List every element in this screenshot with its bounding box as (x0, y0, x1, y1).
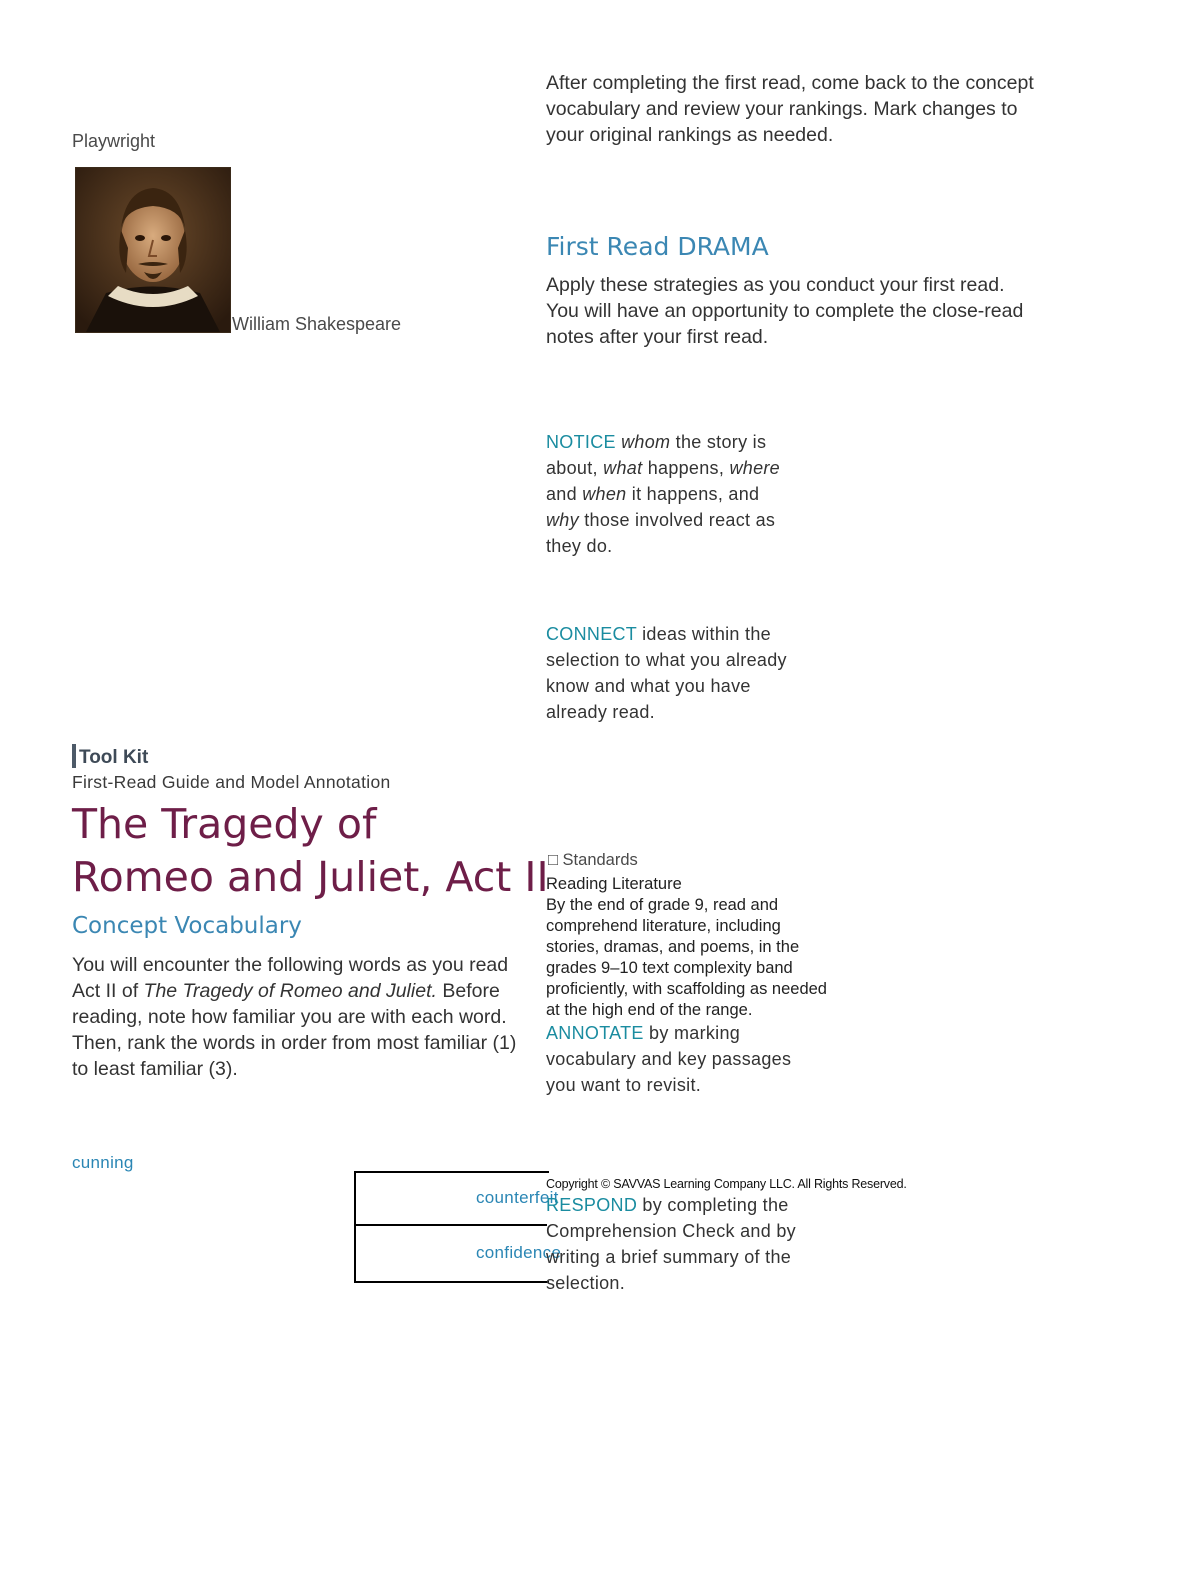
connect-strategy: CONNECT ideas within the selection to what you already know and what you have already read. (546, 624, 787, 722)
vocab-word-cunning: cunning (72, 1153, 134, 1172)
vocab-word-confidence: confidence (476, 1243, 562, 1262)
notice-keyword: NOTICE (546, 432, 616, 452)
author-portrait (75, 167, 231, 333)
copyright-notice: Copyright © SAVVAS Learning Company LLC. All Rights Reserved. (546, 1177, 907, 1191)
respond-strategy: RESPOND by completing the Comprehension Check and by writing a brief summary of the selection. (546, 1195, 796, 1293)
title-line-1: The Tragedy of (72, 800, 377, 848)
title-line-2: Romeo and Juliet, Act II (72, 853, 549, 901)
toolkit-label: Tool Kit (72, 744, 148, 769)
annotate-keyword: ANNOTATE (546, 1023, 644, 1043)
first-read-intro: Apply these strategies as you conduct your first read. You will have an opportunity to complete the close-read notes after your first read. (546, 274, 1024, 348)
annotate-strategy: ANNOTATE by marking vocabulary and key passages you want to revisit. (546, 1023, 792, 1095)
concept-vocab-heading: Concept Vocabulary (72, 913, 302, 939)
playwright-label: Playwright (72, 131, 156, 151)
first-read-heading: First Read DRAMA (546, 232, 769, 261)
standards-category: Reading Literature (546, 875, 682, 893)
concept-vocab-instructions: You will encounter the following words as you read Act II of The Tragedy of Romeo and Juliet. Before reading, note how familiar you are with each word. Then, rank the words in order from most familiar (1) to least familiar (3). (72, 954, 517, 1080)
toolkit-bar (72, 744, 76, 768)
ranking-divider (354, 1224, 547, 1226)
standards-text: By the end of grade 9, read and comprehend literature, including stories, dramas, and poems, in the grades 9–10 text complexity band proficiently, with scaffolding as needed at the high end of the range. (546, 896, 827, 1019)
page-title (72, 798, 549, 904)
notice-strategy: NOTICE whom the story is about, what happens, where and when it happens, and why those involved react as they do. (546, 432, 780, 556)
standards-label: □ Standards (548, 851, 638, 869)
author-caption: William Shakespeare (232, 314, 402, 334)
toolkit-subtitle: First-Read Guide and Model Annotation (72, 772, 391, 792)
respond-keyword: RESPOND (546, 1195, 638, 1215)
review-note: After completing the first read, come back to the concept vocabulary and review your rankings. Mark changes to your original rankings as needed. (546, 72, 1034, 146)
vocab-word-counterfeit: counterfeit (476, 1188, 559, 1207)
connect-keyword: CONNECT (546, 624, 637, 644)
